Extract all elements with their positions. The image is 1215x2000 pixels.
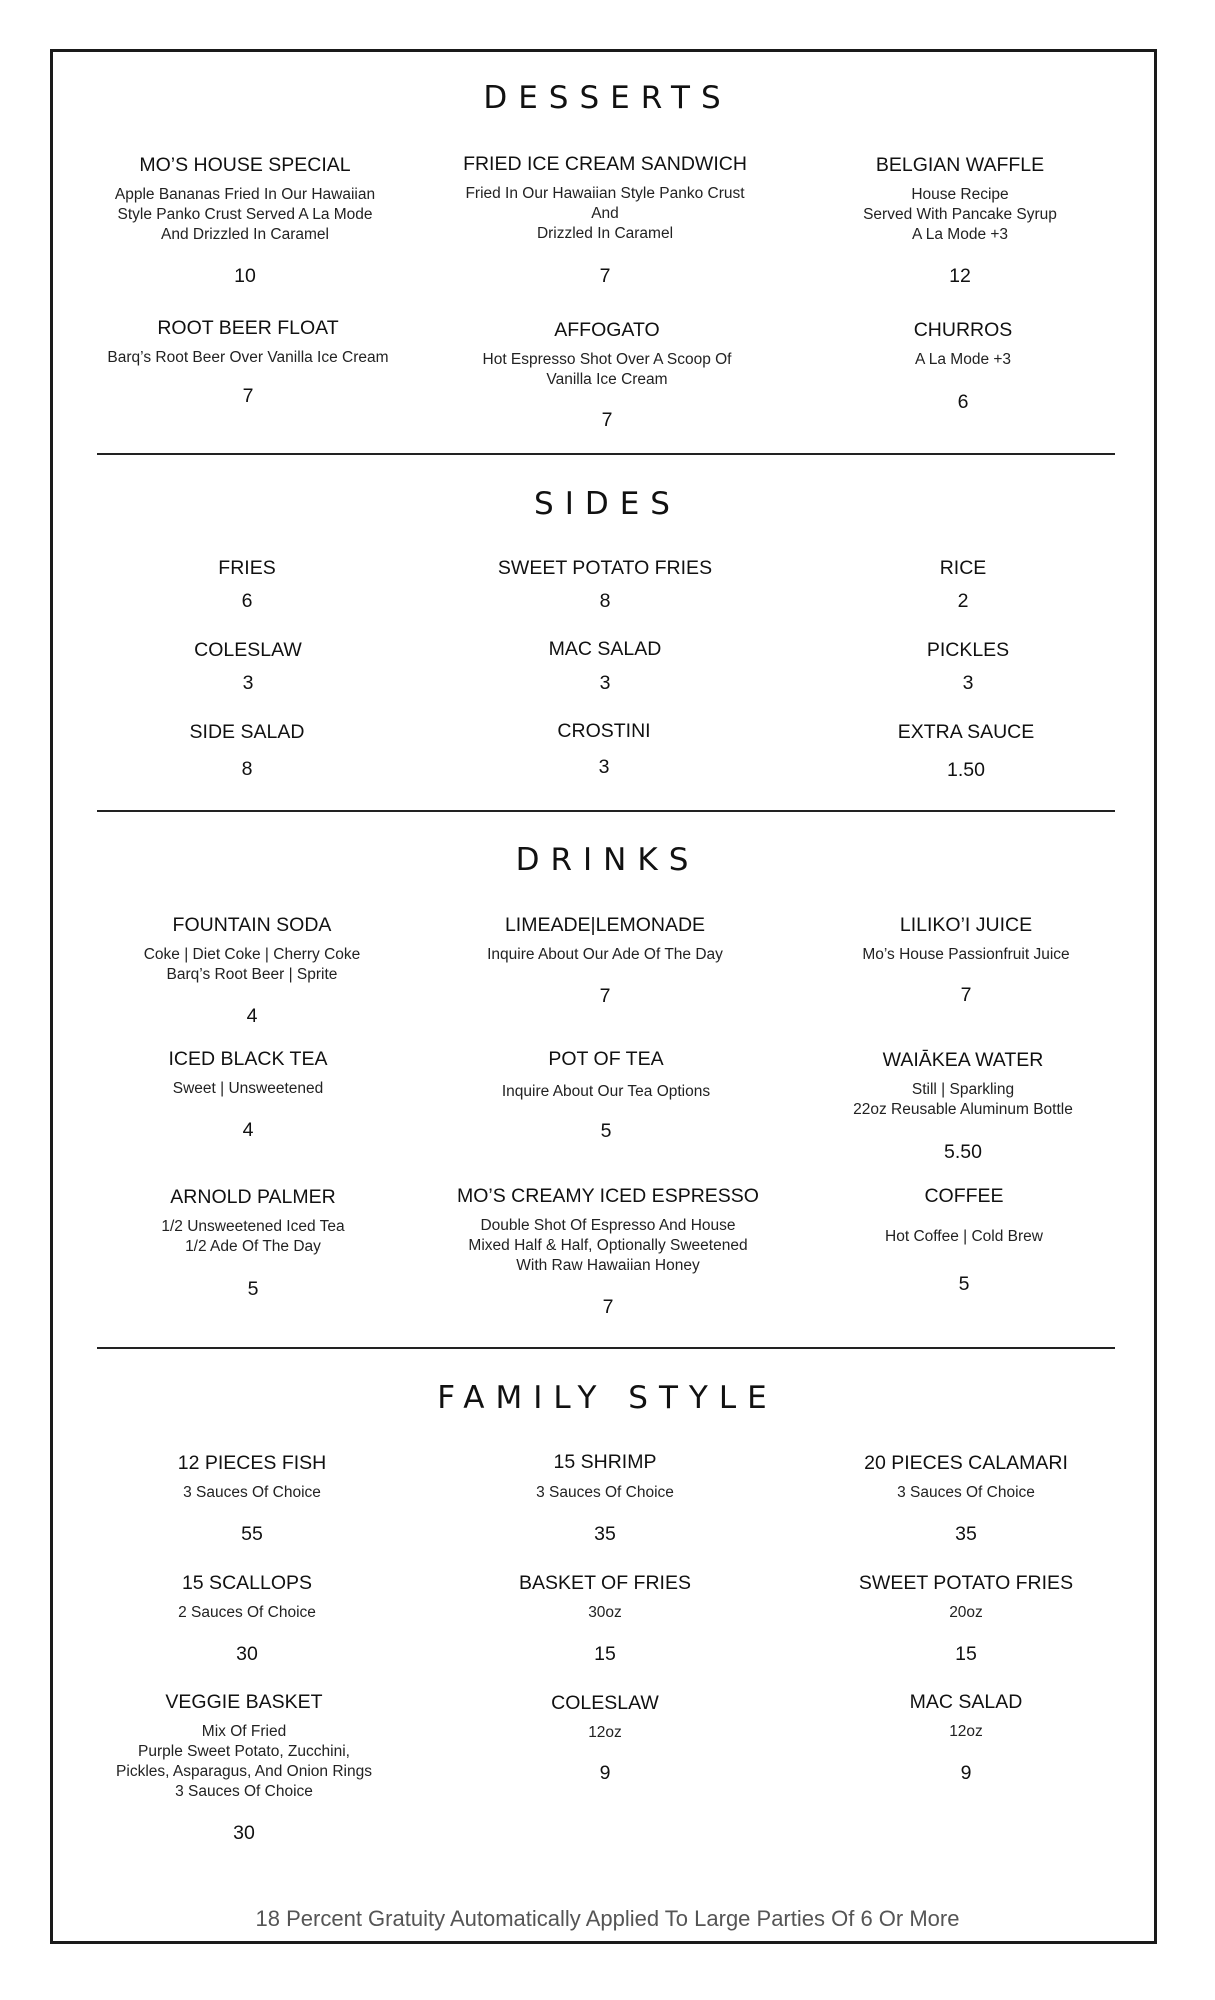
item-description: Barq’s Root Beer Over Vanilla Ice Cream <box>107 349 389 366</box>
item-name: LIMEADE|LEMONADE <box>504 914 706 936</box>
item-price: 35 <box>955 1523 977 1545</box>
menu-item-rice <box>793 556 1133 612</box>
item-price: 30 <box>233 1822 255 1844</box>
item-name: EXTRA SAUCE <box>897 721 1035 743</box>
menu-item-arnold-palmer <box>83 1185 423 1300</box>
item-name: RICE <box>939 557 987 579</box>
menu-item-pickles <box>798 638 1138 694</box>
item-price: 1.50 <box>947 759 985 781</box>
menu-item-waiakea-water <box>793 1048 1133 1163</box>
item-name: COLESLAW <box>551 1692 659 1714</box>
section-divider <box>97 1347 1115 1349</box>
item-price: 9 <box>960 1762 972 1784</box>
item-price: 7 <box>599 985 611 1007</box>
item-description: 20oz <box>949 1604 983 1621</box>
item-price: 8 <box>241 758 253 780</box>
item-name: VEGGIE BASKET <box>165 1691 323 1713</box>
item-description: 30oz <box>588 1604 622 1621</box>
item-name: BASKET OF FRIES <box>519 1572 691 1594</box>
item-description: Mo’s House Passionfruit Juice <box>862 946 1070 963</box>
family-style-heading: FAMILY STYLE <box>437 1380 778 1416</box>
item-name: 20 PIECES CALAMARI <box>864 1452 1068 1474</box>
item-name: COLESLAW <box>194 639 302 661</box>
item-price: 5.50 <box>944 1141 982 1163</box>
item-description: House Recipe Served With Pancake Syrup A La Mode +3 <box>863 186 1057 243</box>
item-name: MO’S HOUSE SPECIAL <box>139 154 351 176</box>
item-price: 7 <box>602 1296 614 1318</box>
item-name: WAIĀKEA WATER <box>882 1049 1044 1071</box>
item-price: 3 <box>599 672 611 694</box>
item-price: 7 <box>242 385 254 407</box>
item-price: 12 <box>949 265 971 287</box>
item-price: 5 <box>958 1273 970 1295</box>
item-name: SIDE SALAD <box>189 721 305 743</box>
item-price: 8 <box>599 590 611 612</box>
item-price: 15 <box>955 1643 977 1665</box>
menu-item-creamy-iced-espresso <box>438 1184 778 1318</box>
menu-item-crostini <box>434 719 774 778</box>
item-name: FOUNTAIN SODA <box>172 914 332 936</box>
menu-item-mac-salad <box>435 637 775 694</box>
item-price: 10 <box>234 265 256 287</box>
item-description: 12oz <box>588 1724 622 1741</box>
menu-item-belgian-waffle <box>790 153 1130 287</box>
menu-item-churros <box>793 318 1133 413</box>
item-name: FRIED ICE CREAM SANDWICH <box>463 153 747 175</box>
item-description: Hot Coffee | Cold Brew <box>885 1228 1043 1245</box>
menu-item-limeade-lemonade <box>435 913 775 1007</box>
item-description: 3 Sauces Of Choice <box>183 1484 321 1501</box>
menu-item-fountain-soda <box>82 913 422 1027</box>
item-name: CHURROS <box>913 319 1013 341</box>
item-name: LILIKO’I JUICE <box>899 914 1033 936</box>
item-name: 15 SCALLOPS <box>181 1572 313 1594</box>
item-name: POT OF TEA <box>548 1048 664 1070</box>
item-description: Fried In Our Hawaiian Style Panko Crust And Drizzled In Caramel <box>465 185 745 242</box>
item-description: 3 Sauces Of Choice <box>536 1484 674 1501</box>
item-price: 15 <box>594 1643 616 1665</box>
item-price: 35 <box>594 1523 616 1545</box>
item-description: 3 Sauces Of Choice <box>897 1484 1035 1501</box>
menu-item-veggie-basket <box>74 1690 414 1844</box>
item-price: 3 <box>962 672 974 694</box>
item-name: ARNOLD PALMER <box>170 1186 336 1208</box>
menu-item-15-shrimp <box>435 1450 775 1545</box>
item-name: BELGIAN WAFFLE <box>875 154 1045 176</box>
item-description: Still | Sparkling 22oz Reusable Aluminum Bottle <box>853 1081 1073 1118</box>
item-description: 1/2 Unsweetened Iced Tea 1/2 Ade Of The Day <box>161 1218 345 1255</box>
menu-item-sweet-potato-fries <box>435 556 775 612</box>
item-name: COFFEE <box>924 1185 1004 1207</box>
item-name: 12 PIECES FISH <box>177 1452 327 1474</box>
item-name: PICKLES <box>926 639 1010 661</box>
section-divider <box>97 810 1115 812</box>
menu-item-side-salad <box>77 720 417 780</box>
menu-item-lilikoi-juice <box>796 913 1136 1006</box>
section-divider <box>97 453 1115 455</box>
item-price: 3 <box>598 756 610 778</box>
item-price: 7 <box>599 265 611 287</box>
menu-item-extra-sauce <box>796 720 1136 781</box>
menu-item-mos-house-special <box>75 153 415 287</box>
item-price: 9 <box>599 1762 611 1784</box>
sides-heading: SIDES <box>534 486 681 522</box>
item-name: FRIES <box>218 557 276 579</box>
menu-item-affogato <box>437 318 777 431</box>
item-description: Coke | Diet Coke | Cherry Coke Barq’s Root Beer | Sprite <box>143 946 361 983</box>
menu-item-fries <box>77 556 417 612</box>
item-description: Hot Espresso Shot Over A Scoop Of Vanilla Ice Cream <box>482 351 732 388</box>
item-name: CROSTINI <box>557 720 651 742</box>
menu-item-iced-black-tea <box>78 1047 418 1141</box>
menu-item-coleslaw-family <box>435 1691 775 1784</box>
menu-item-15-scallops <box>77 1571 417 1665</box>
item-price: 7 <box>960 984 972 1006</box>
menu-item-coleslaw <box>78 638 418 694</box>
item-price: 4 <box>242 1119 254 1141</box>
item-price: 5 <box>600 1120 612 1142</box>
menu-item-20-pieces-calamari <box>796 1451 1136 1545</box>
item-name: AFFOGATO <box>554 319 660 341</box>
item-description: Apple Bananas Fried In Our Hawaiian Style Panko Crust Served A La Mode And Drizzled In Caramel <box>114 186 376 243</box>
item-name: SWEET POTATO FRIES <box>858 1572 1074 1594</box>
item-name: MO’S CREAMY ICED ESPRESSO <box>457 1185 759 1207</box>
item-name: SWEET POTATO FRIES <box>497 557 713 579</box>
item-name: ROOT BEER FLOAT <box>157 317 339 339</box>
item-price: 30 <box>236 1643 258 1665</box>
item-price: 2 <box>957 590 969 612</box>
menu-item-mac-salad-family <box>796 1690 1136 1784</box>
item-price: 5 <box>247 1278 259 1300</box>
menu-item-coffee <box>794 1184 1134 1295</box>
item-description: A La Mode +3 <box>914 351 1012 368</box>
item-name: MAC SALAD <box>548 638 662 660</box>
item-price: 55 <box>241 1523 263 1545</box>
menu-item-pot-of-tea <box>436 1047 776 1142</box>
menu-item-fried-ice-cream-sandwich <box>435 152 775 287</box>
drinks-heading: DRINKS <box>515 842 700 878</box>
menu-item-sweet-potato-fries-family <box>796 1571 1136 1665</box>
item-price: 6 <box>957 391 969 413</box>
item-description: Inquire About Our Tea Options <box>501 1083 711 1100</box>
item-description: 12oz <box>949 1723 983 1740</box>
menu-item-12-pieces-fish <box>82 1451 422 1545</box>
item-description: Mix Of Fried Purple Sweet Potato, Zucchini, Pickles, Asparagus, And Onion Rings 3 Sauces Of Choice <box>116 1723 372 1800</box>
item-price: 7 <box>601 409 613 431</box>
item-description: Double Shot Of Espresso And House Mixed Half & Half, Optionally Sweetened With Raw Hawaiian Honey <box>468 1217 748 1274</box>
desserts-heading: DESSERTS <box>483 80 732 116</box>
menu-item-basket-of-fries <box>435 1571 775 1665</box>
item-description: Sweet | Unsweetened <box>172 1080 324 1097</box>
item-description: Inquire About Our Ade Of The Day <box>487 946 723 963</box>
item-name: ICED BLACK TEA <box>168 1048 328 1070</box>
item-name: 15 SHRIMP <box>553 1451 657 1473</box>
item-name: MAC SALAD <box>909 1691 1023 1713</box>
item-price: 4 <box>246 1005 258 1027</box>
item-price: 3 <box>242 672 254 694</box>
menu-item-root-beer-float <box>78 316 418 407</box>
gratuity-note: 18 Percent Gratuity Automatically Applied To Large Parties Of 6 Or More <box>255 1906 960 1931</box>
item-price: 6 <box>241 590 253 612</box>
item-description: 2 Sauces Of Choice <box>178 1604 316 1621</box>
